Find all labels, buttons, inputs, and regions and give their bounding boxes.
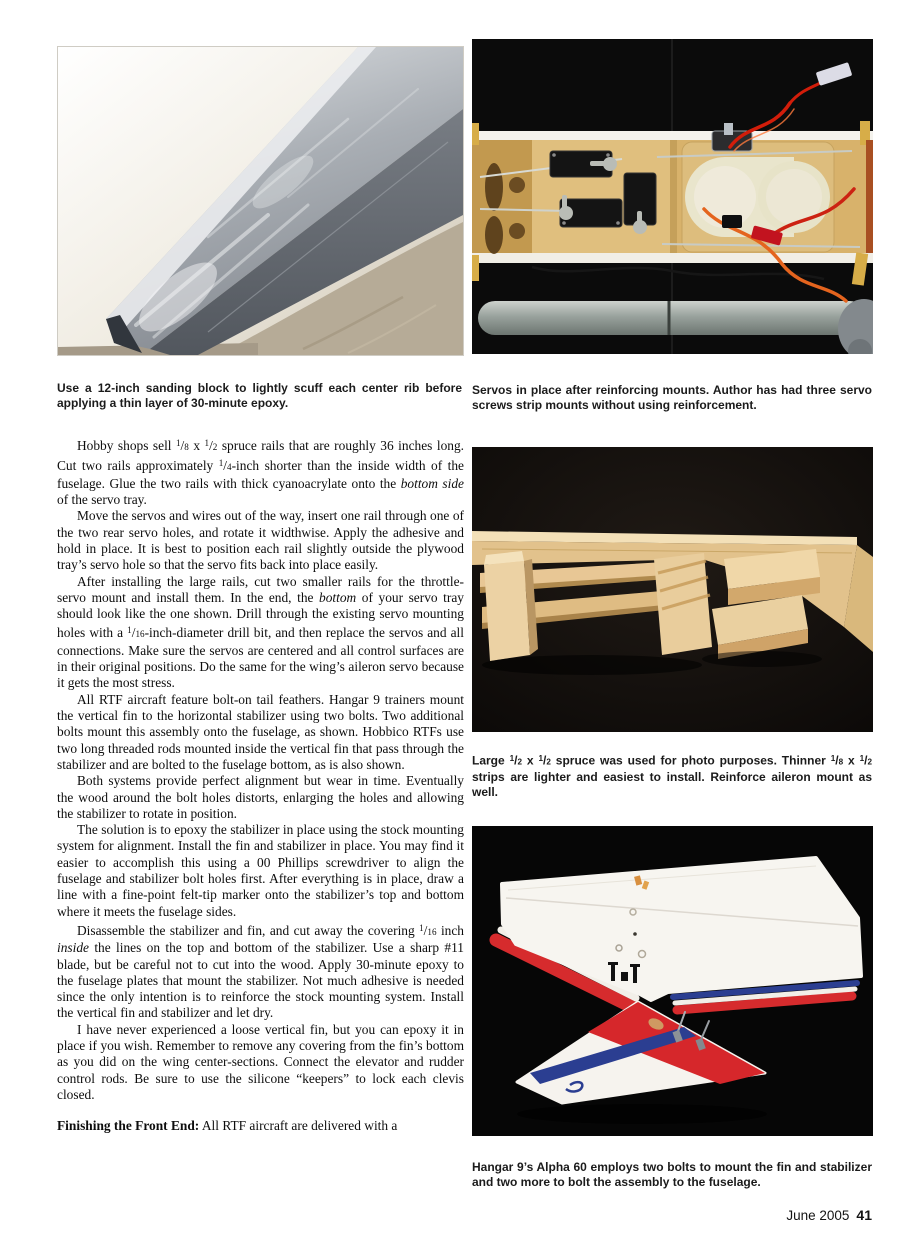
- servos-illustration: [472, 39, 873, 354]
- article-paragraph: After installing the large rails, cut two smaller rails for the throttle-servo mount and install them. In the end, the bottom of your servo tray should look like the one shown. Drill through the existing servo mounting holes with a $^1$/16-inch-diameter drill bit, and then replace the servos and all connections. Make sure the servos are centered and all control surfaces are in their original positions. Do the same for the wing’s aileron servo because it gets the most stress.: [57, 573, 464, 691]
- spruce-rails-illustration: [472, 447, 873, 732]
- caption-sanding-block: Use a 12-inch sanding block to lightly scuff each center rib before applying a thin layer of 30-minute epoxy.: [57, 381, 462, 410]
- article-paragraph: Both systems provide perfect alignment but wear in time. Eventually the wood around the bolt holes distorts, enlarging the holes and allowing the stabilizer to rotate in position.: [57, 773, 464, 821]
- footer-page-number: 41: [856, 1207, 872, 1223]
- footer-issue-date: June 2005: [786, 1208, 850, 1223]
- caption-servos: Servos in place after reinforcing mounts. Author has had three servo screws strip mounts without using reinforcement.: [472, 383, 872, 412]
- tail-parts-illustration: [472, 826, 873, 1136]
- article-paragraph: Move the servos and wires out of the way, insert one rail through one of the two rear servo holes, and rotate it widthwise. Apply the adhesive and hold in place. It is best to position each rail slightly outside the plywood tray’s servo hole so that the servo fits back into place easily.: [57, 508, 464, 573]
- article-paragraph: I have never experienced a loose vertical fin, but you can epoxy it in place if you wish. Remember to remove any covering from the fin’s bottom as you did on the wing center-sections. Connect the elevator and rudder control rods. Be sure to use the silicone “keepers” to lock each clevis closed.: [57, 1021, 464, 1102]
- photo-sanding-block: [57, 46, 464, 356]
- caption-tail-parts: Hangar 9’s Alpha 60 employs two bolts to mount the fin and stabilizer and two more to bolt the assembly to the fuselage.: [472, 1160, 872, 1189]
- article-body: [57, 435, 464, 1135]
- article-paragraph: The solution is to epoxy the stabilizer in place using the stock mounting system for alignment. Install the fin and stabilizer in place. You may find it easier to accomplish this using a 00 Phillips screwdriver to align the fuselage and stabilizer bolt holes first. After everything is in place, draw a line with a fine-point felt-tip marker onto the stabilizer’s top and bottom where it meets the fuselage sides.: [57, 822, 464, 919]
- article-paragraph: Finishing the Front End: All RTF aircraft are delivered with a: [57, 1118, 398, 1134]
- article-paragraph: Disassemble the stabilizer and fin, and cut away the covering $^1$/16 inch inside the lines on the top and bottom of the stabilizer. Use a sharp #11 blade, but be careful not to cut into the wood. Apply 30-minute epoxy to the fuselage plates that mount the stabilizer. Not much adhesive is needed since the only intention is to reinforce the stock mounting system. Install the vertical fin and stabilizer and let dry.: [57, 922, 464, 1021]
- article-paragraph: Hobby shops sell $^1$/8 x $^1$/2 spruce rails that are roughly 36 inches long. Cut two rails approximately $^1$/4-inch shorter than the inside width of the fuselage. Glue the two rails with thick cyanoacrylate onto the bottom side of the servo tray.: [57, 438, 464, 508]
- page-footer: [786, 1207, 872, 1223]
- sanding-block-illustration: [58, 47, 463, 355]
- photo-tail-parts: [472, 826, 873, 1136]
- article-paragraph: All RTF aircraft feature bolt-on tail feathers. Hangar 9 trainers mount the vertical fin to the horizontal stabilizer using two bolts. Two additional bolts mount this assembly onto the fuselage, as shown. Hobbico RTFs use two long threaded rods mounted inside the vertical fin that pass through the stabilizer and are bolted to the fuselage bottom, as is also shown.: [57, 691, 464, 772]
- photo-servos-fuselage: [472, 39, 873, 354]
- photo-spruce-rails: [472, 447, 873, 732]
- caption-spruce-rails: Large $^1$/2 x $^1$/2 spruce was used for photo purposes. Thinner $^1$/8 x $^1$/2 strips are lighter and easiest to install. Reinforce aileron mount as well.: [472, 753, 873, 799]
